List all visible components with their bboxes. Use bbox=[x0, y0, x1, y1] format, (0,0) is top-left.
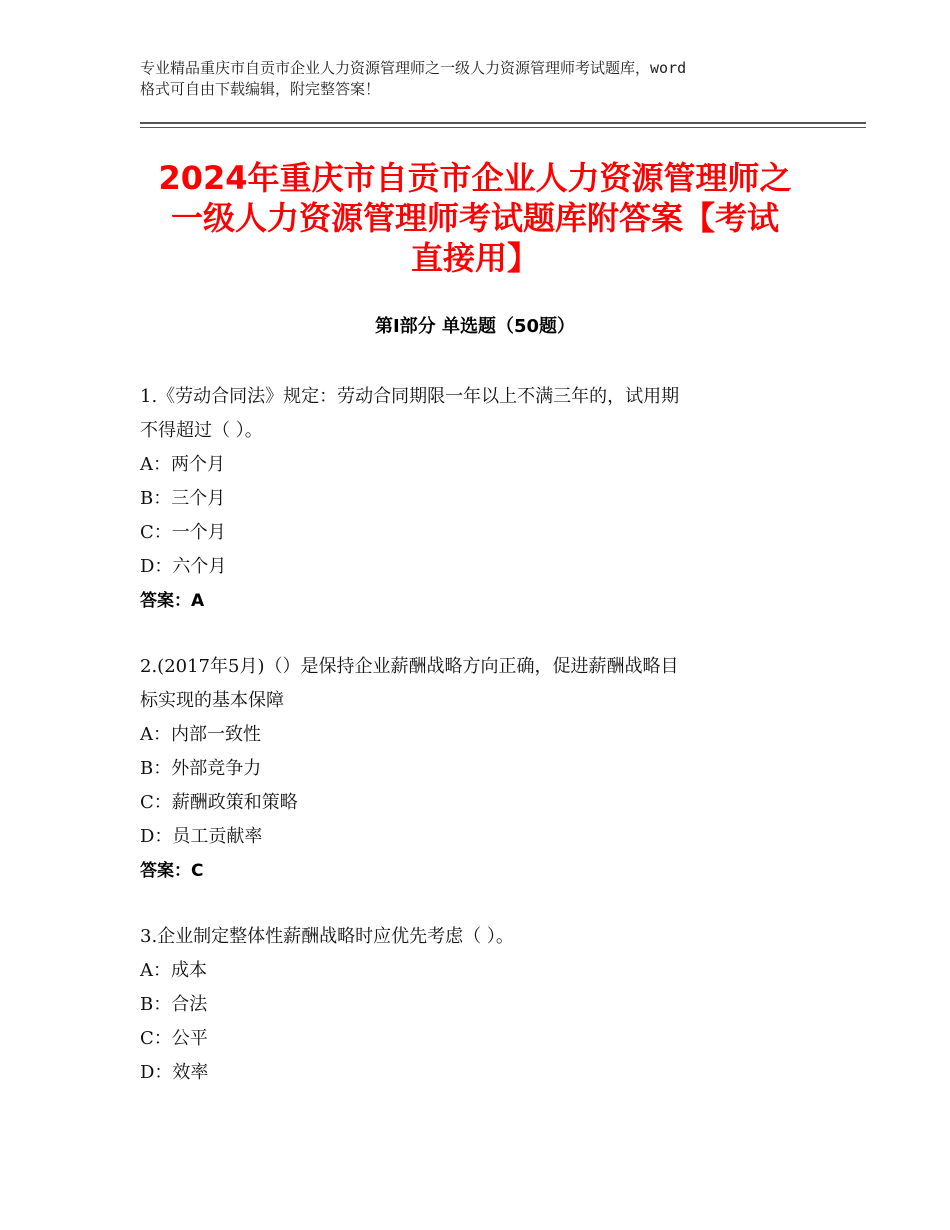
header-divider bbox=[140, 127, 866, 128]
option-c: C：一个月 bbox=[140, 522, 226, 543]
option-d: D：效率 bbox=[140, 1062, 209, 1083]
header-note-line: 格式可自由下载编辑，附完整答案！ bbox=[140, 80, 381, 98]
option-a: A：成本 bbox=[140, 960, 207, 981]
option-b: B：外部竞争力 bbox=[140, 758, 262, 779]
question-stem: 3.企业制定整体性薪酬战略时应优先考虑（ ）。 bbox=[140, 926, 514, 947]
header-note bbox=[140, 58, 830, 100]
title-line: 直接用】 bbox=[410, 239, 539, 277]
option-c: C：公平 bbox=[140, 1028, 208, 1049]
title-line: 2024年重庆市自贡市企业人力资源管理师之 bbox=[158, 159, 792, 197]
option-a: A：两个月 bbox=[140, 454, 225, 475]
question-item bbox=[140, 920, 820, 1090]
question-list bbox=[140, 380, 820, 1090]
answer-label: 答案：C bbox=[140, 861, 204, 881]
question-stem: 标实现的基本保障 bbox=[140, 690, 284, 711]
section-heading: 第Ⅰ部分 单选题（50题） bbox=[374, 316, 575, 337]
option-b: B：三个月 bbox=[140, 488, 226, 509]
answer-label: 答案：A bbox=[140, 591, 205, 611]
question-stem: 2.(2017年5月)（）是保持企业薪酬战略方向正确，促进薪酬战略目 bbox=[140, 656, 679, 677]
spacer bbox=[140, 618, 820, 650]
option-c: C：薪酬政策和策略 bbox=[140, 792, 298, 813]
option-a: A：内部一致性 bbox=[140, 724, 261, 745]
header-divider bbox=[140, 122, 866, 124]
option-b: B：合法 bbox=[140, 994, 208, 1015]
document-title bbox=[120, 158, 830, 278]
title-line: 一级人力资源管理师考试题库附答案【考试 bbox=[170, 199, 779, 237]
question-stem: 1.《劳动合同法》规定：劳动合同期限一年以上不满三年的，试用期 bbox=[140, 386, 680, 407]
question-stem: 不得超过（ ）。 bbox=[140, 420, 263, 441]
header-note-line: 专业精品重庆市自贡市企业人力资源管理师之一级人力资源管理师考试题库，word bbox=[140, 59, 687, 77]
option-d: D：六个月 bbox=[140, 556, 227, 577]
question-item bbox=[140, 380, 820, 618]
spacer bbox=[140, 888, 820, 920]
option-d: D：员工贡献率 bbox=[140, 826, 263, 847]
question-item bbox=[140, 650, 820, 888]
